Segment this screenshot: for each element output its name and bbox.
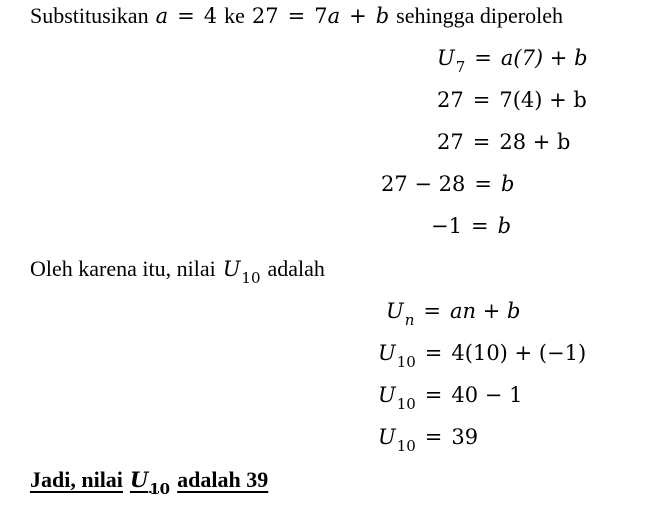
var-b: b [375,4,390,28]
var-a: a [155,4,169,28]
equation-lhs: −1 [431,214,462,238]
equation-rhs: b [501,172,515,196]
u-symbol: U [437,46,455,70]
equation-rhs: a(7) + b [500,46,588,70]
equation-lhs: 27 [437,130,464,154]
value-four: 4 [203,4,218,28]
equation-minus-1: −1 = b [431,214,512,238]
intro-line [30,2,563,30]
equation-rhs: an + b [449,299,521,323]
equation-u10-c: $U_{10} = 39$ [378,425,479,455]
var-a-2: a [327,4,341,28]
equation-27-minus-28: 27 − 28 = b [381,172,515,196]
equation-u7: $U_7 = a(7) + b$ [437,46,588,76]
u-symbol: U [129,467,149,492]
equation-un: $U_n$ = an + b [386,299,521,329]
value-7: 7 [314,4,328,28]
u-symbol: U [386,299,404,323]
equation-lhs: 27 [437,88,464,112]
equation-rhs: 40 − 1 [451,383,523,407]
equation-rhs: 4(10) + (−1) [451,341,587,365]
middle-text-end: adalah [267,256,325,281]
equals-sign-2: = [287,4,306,28]
equation-rhs: 7(4) + b [499,88,587,112]
u-subscript: 10 [149,480,171,498]
u-subscript: n [404,311,415,329]
conclusion-text-end: adalah 39 [177,467,269,492]
equation-u10-b: $U_{10} = 40 - 1$ [378,383,523,413]
equation-rhs: 28 + b [499,130,571,154]
word-ke: ke [224,3,245,28]
conclusion-text: Jadi, nilai [30,467,123,492]
u-symbol: U [378,383,396,407]
u-symbol: U [222,257,241,281]
equation-27-a: 27 = 7(4) + b [437,88,587,112]
u-subscript: 10 [396,437,416,455]
equation-rhs: b [497,214,512,238]
equation-u10-a: $U_{10} = 4(10) + (-1)$ [378,341,587,371]
equals-sign: = [177,4,195,28]
plus-sign: + [349,4,367,28]
intro-text-start: Substitusikan [30,3,149,28]
u-symbol: U [378,341,396,365]
equation-lhs: 27 − 28 [381,172,466,196]
u-subscript: 7 [455,58,466,76]
u-subscript: 10 [396,353,416,371]
u-subscript: 10 [241,269,261,287]
middle-line [30,255,325,285]
value-27: 27 [251,4,279,28]
u-subscript: 10 [396,395,416,413]
conclusion-line [30,466,268,496]
middle-text: Oleh karena itu, nilai [30,256,216,281]
intro-text-end: sehingga diperoleh [396,3,563,28]
u-symbol: U [378,425,396,449]
equation-27-b: 27 = 28 + b [437,130,571,154]
equation-rhs: 39 [451,425,479,449]
